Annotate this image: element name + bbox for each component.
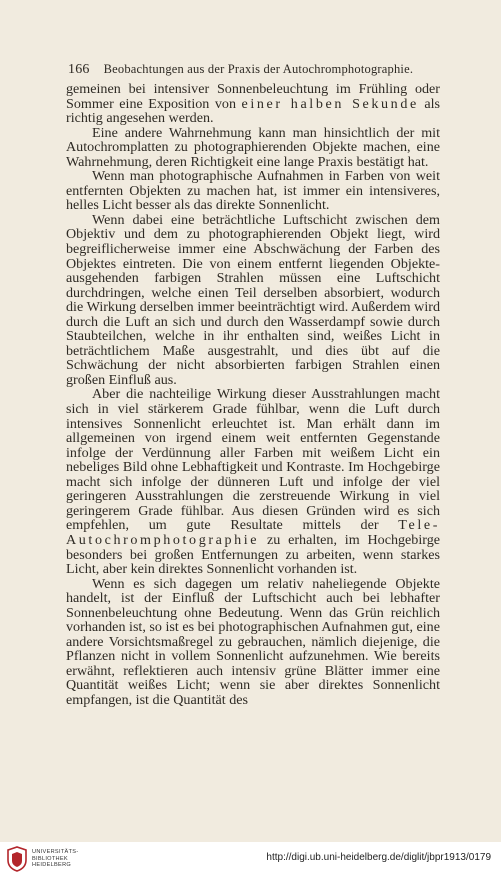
paragraph-6: Wenn es sich dagegen um relativ naheliegende Objekte handelt, ist der Einfluß der Luftschicht auch bei lebhafter Sonnenbeleuchtung ohne Bedeutung. Wenn das Grün reichlich vorhanden ist, so ist es bei photographischen Aufnahmen gut, eine andere Vorsichtsmaßregel zu gebrauchen, nämlich diejenige, die Pflanzen nicht in vollem Sonnenlicht aufzunehmen. Wie bereits erwähnt, reflektieren auch intensiv grüne Blätter immer eine Quantität weißes Licht; wenn sie aber direktes Sonnenlicht empfangen, ist die Quantität des — [66, 575, 440, 708]
spaced-emphasis: einer halben Sekunde — [241, 95, 419, 112]
paragraph-3: Wenn man photographische Aufnahmen in Farben von weit entfernten Objekten zu machen hat, ist immer ein intensiveres, helles Licht besser als das direkte Sonnenlicht. — [66, 168, 440, 214]
paragraph-2: Eine andere Wahrnehmung kann man hinsichtlich der mit Autochromplatten zu photographierenden Objekte machen, eine Wahrnehmung, deren Richtigkeit eine lange Praxis bestätigt hat. — [66, 124, 440, 170]
library-seal-icon — [6, 846, 28, 872]
body-text — [66, 82, 440, 708]
paragraph-4: Wenn dabei eine beträchtliche Luftschicht zwischen dem Objektiv und dem zu photographierenden Objekt liegt, wird begreiflicherweise immer eine Abschwächung der Farben des Objektes eintreten. Die von einem entfernt liegenden Objekte-ausgehenden farbigen Strahlen müssen eine Luftschicht durchdringen, welche einen Teil derselben absorbiert, wodurch die Wirkung derselben immer beeinträchtigt wird. Außerdem wird durch die Luft an sich und durch den Wasserdampf sowie durch Staubteilchen, welche in ihr enthalten sind, weißes Licht in beträchtlichem Maße ausgestrahlt, und dies übt auf die Schwächung der nicht absorbierten farbigen Strahlen einen großen Einfluß aus. — [66, 211, 440, 388]
running-header — [68, 62, 440, 78]
library-name: UNIVERSITÄTS- BIBLIOTHEK HEIDELBERG — [32, 849, 79, 869]
footer-bar — [0, 842, 501, 878]
paragraph-5: Aber die nachteilige Wirkung dieser Ausstrahlungen macht sich in viel stärkerem Grade fühlbar, wenn die Luft durch intensives Sonnenlicht erleuchtet ist. Man erhält dann im allgemeinen von irgend einem weit entfernten Gegenstande infolge der Verdünnung aller Farben mit weißem Licht ein nebeliges Bild ohne Lebhaftigkeit und Kontraste. Im Hochgebirge macht sich infolge der dünneren Luft und infolge der viel geringeren Ausstrahlungen die zerstreuende Wirkung in viel geringerem Grade fühlbar. Aus diesen Gründen wird es sich empfehlen, um gute Resultate mittels der Tele-Autochromphotographie zu erhalten, im Hochgebirge besonders bei großen Entfernungen zu arbeiten, wenn starkes Licht, aber kein direktes Sonnenlicht vorhanden ist. — [66, 386, 440, 578]
source-url-link[interactable]: http://digi.ub.uni-heidelberg.de/diglit/jbpr1913/0179 — [266, 852, 491, 863]
library-logo[interactable] — [6, 846, 78, 872]
spaced-emphasis: Tele-Autochromphotographie — [66, 517, 440, 548]
paragraph-1: gemeinen bei intensiver Sonnenbeleuchtung im Frühling oder Sommer eine Exposition von einer halben Sekunde als richtig angesehen werden. — [66, 81, 440, 127]
page-number: 166 — [68, 62, 90, 77]
running-title: Beobachtungen aus der Praxis der Autochromphotographie. — [103, 62, 414, 76]
